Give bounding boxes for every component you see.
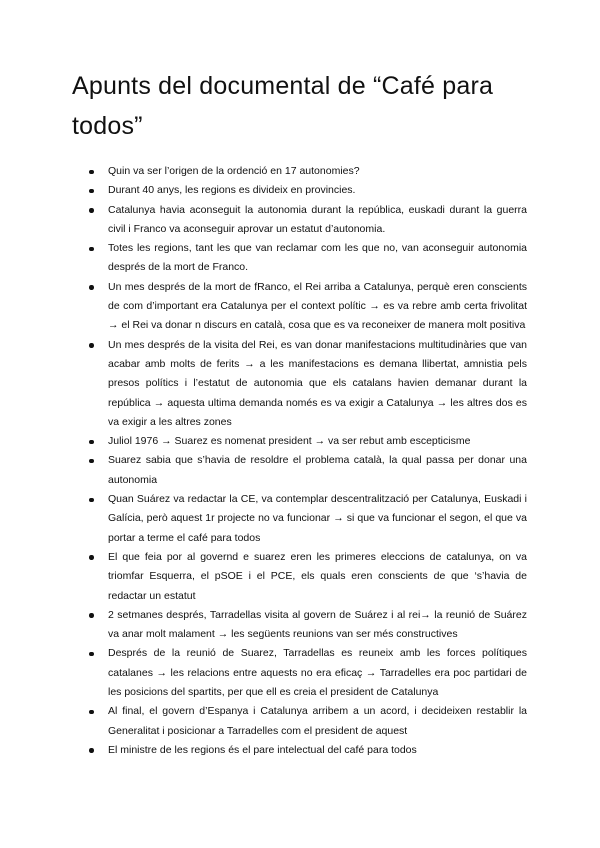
- list-item: [72, 201, 527, 240]
- bullet-icon: [89, 208, 94, 213]
- notes-list: [72, 162, 527, 760]
- bullet-icon: [89, 343, 94, 348]
- list-item: [72, 644, 527, 702]
- list-item-text: Un mes després de la mort de fRanco, el Rei arriba a Catalunya, perquè eren conscients de com d’important era Catalunya per el context polític → es va rebre amb certa frivolitat → el Rei va donar n discurs en català, cosa que es va reconeixer de manera molt positiva: [108, 280, 527, 332]
- list-item-text: Totes les regions, tant les que van reclamar com les que no, van aconseguir autonomia després de la mort de Franco.: [108, 242, 527, 274]
- bullet-icon: [89, 555, 94, 560]
- list-item-text: Durant 40 anys, les regions es divideix en provincies.: [108, 184, 356, 197]
- bullet-icon: [89, 440, 94, 445]
- list-item: [72, 702, 527, 741]
- bullet-icon: [89, 498, 94, 503]
- list-item: [72, 490, 527, 548]
- bullet-icon: [89, 748, 94, 753]
- bullet-icon: [89, 170, 94, 175]
- bullet-icon: [89, 652, 94, 657]
- list-item-text: Després de la reunió de Suarez, Tarradellas es reuneix amb les forces polítiques catalanes → les relacions entre aquests no era eficaç → Tarradelles era poc partidari de les posicions del spartits, per que ell es creia el president de Catalunya: [108, 647, 527, 699]
- document-title: Apunts del documental de “Café para todos”: [72, 72, 494, 140]
- list-item: [72, 239, 527, 278]
- list-item: [72, 336, 527, 432]
- list-item: [72, 741, 527, 760]
- list-item: [72, 606, 527, 645]
- bullet-icon: [89, 710, 94, 715]
- list-item-text: Quin va ser l’origen de la ordenció en 17 autonomies?: [108, 165, 360, 177]
- bullet-icon: [89, 189, 94, 194]
- list-item-text: 2 setmanes després, Tarradellas visita al govern de Suárez i al rei→ la reunió de Suárez va anar molt malament → les següents reunions van ser més constructives: [108, 608, 527, 641]
- list-item: [72, 278, 527, 336]
- list-item-text: Suarez sabia que s’havia de resoldre el problema català, la qual passa per donar una autonomia: [108, 454, 527, 486]
- bullet-icon: [89, 285, 94, 290]
- list-item-text: Al final, el govern d’Espanya i Catalunya arribem a un acord, i decideixen restablir la Generalitat i posicionar a Tarradelles com el president de aquest: [108, 705, 527, 737]
- list-item-text: El ministre de les regions és el pare intelectual del café para todos: [108, 743, 417, 756]
- list-item-text: Juliol 1976 → Suarez es nomenat president → va ser rebut amb escepticisme: [108, 435, 471, 448]
- bullet-icon: [89, 459, 94, 464]
- bullet-icon: [89, 247, 94, 252]
- list-item-text: Quan Suárez va redactar la CE, va contemplar descentralització per Catalunya, Euskadi i Galícia, però aquest 1r projecte no va funcionar → si que va funcionar el segon, el que va portar a terme el café para todos: [108, 493, 527, 544]
- list-item: [72, 451, 527, 490]
- bullet-icon: [89, 613, 94, 618]
- list-item-text: El que feia por al governd e suarez eren les primeres eleccions de catalunya, on va triomfar Esquerra, el pSOE i el PCE, els quals eren conscients de que ‘s’havia de redactar un estatut: [108, 550, 527, 602]
- list-item: [72, 162, 527, 181]
- list-item: [72, 181, 527, 200]
- list-item-text: Un mes després de la visita del Rei, es van donar manifestacions multitudinàries que van acabar amb molts de ferits → a les manifestacions es demana llibertat, amnistia pels presos polítics i l’estatut de autonomia que els catalans havien demanar durant la república → aquesta ultima demanda només es va exigir a Catalunya → les altres dos es va exigir a les altres zones: [108, 338, 527, 428]
- list-item-text: Catalunya havia aconseguit la autonomia durant la república, euskadi durant la guerra civil i Franco va aconseguir aprovar un estatut d’autonomia.: [108, 203, 527, 235]
- list-item: [72, 432, 527, 451]
- list-item: [72, 548, 527, 606]
